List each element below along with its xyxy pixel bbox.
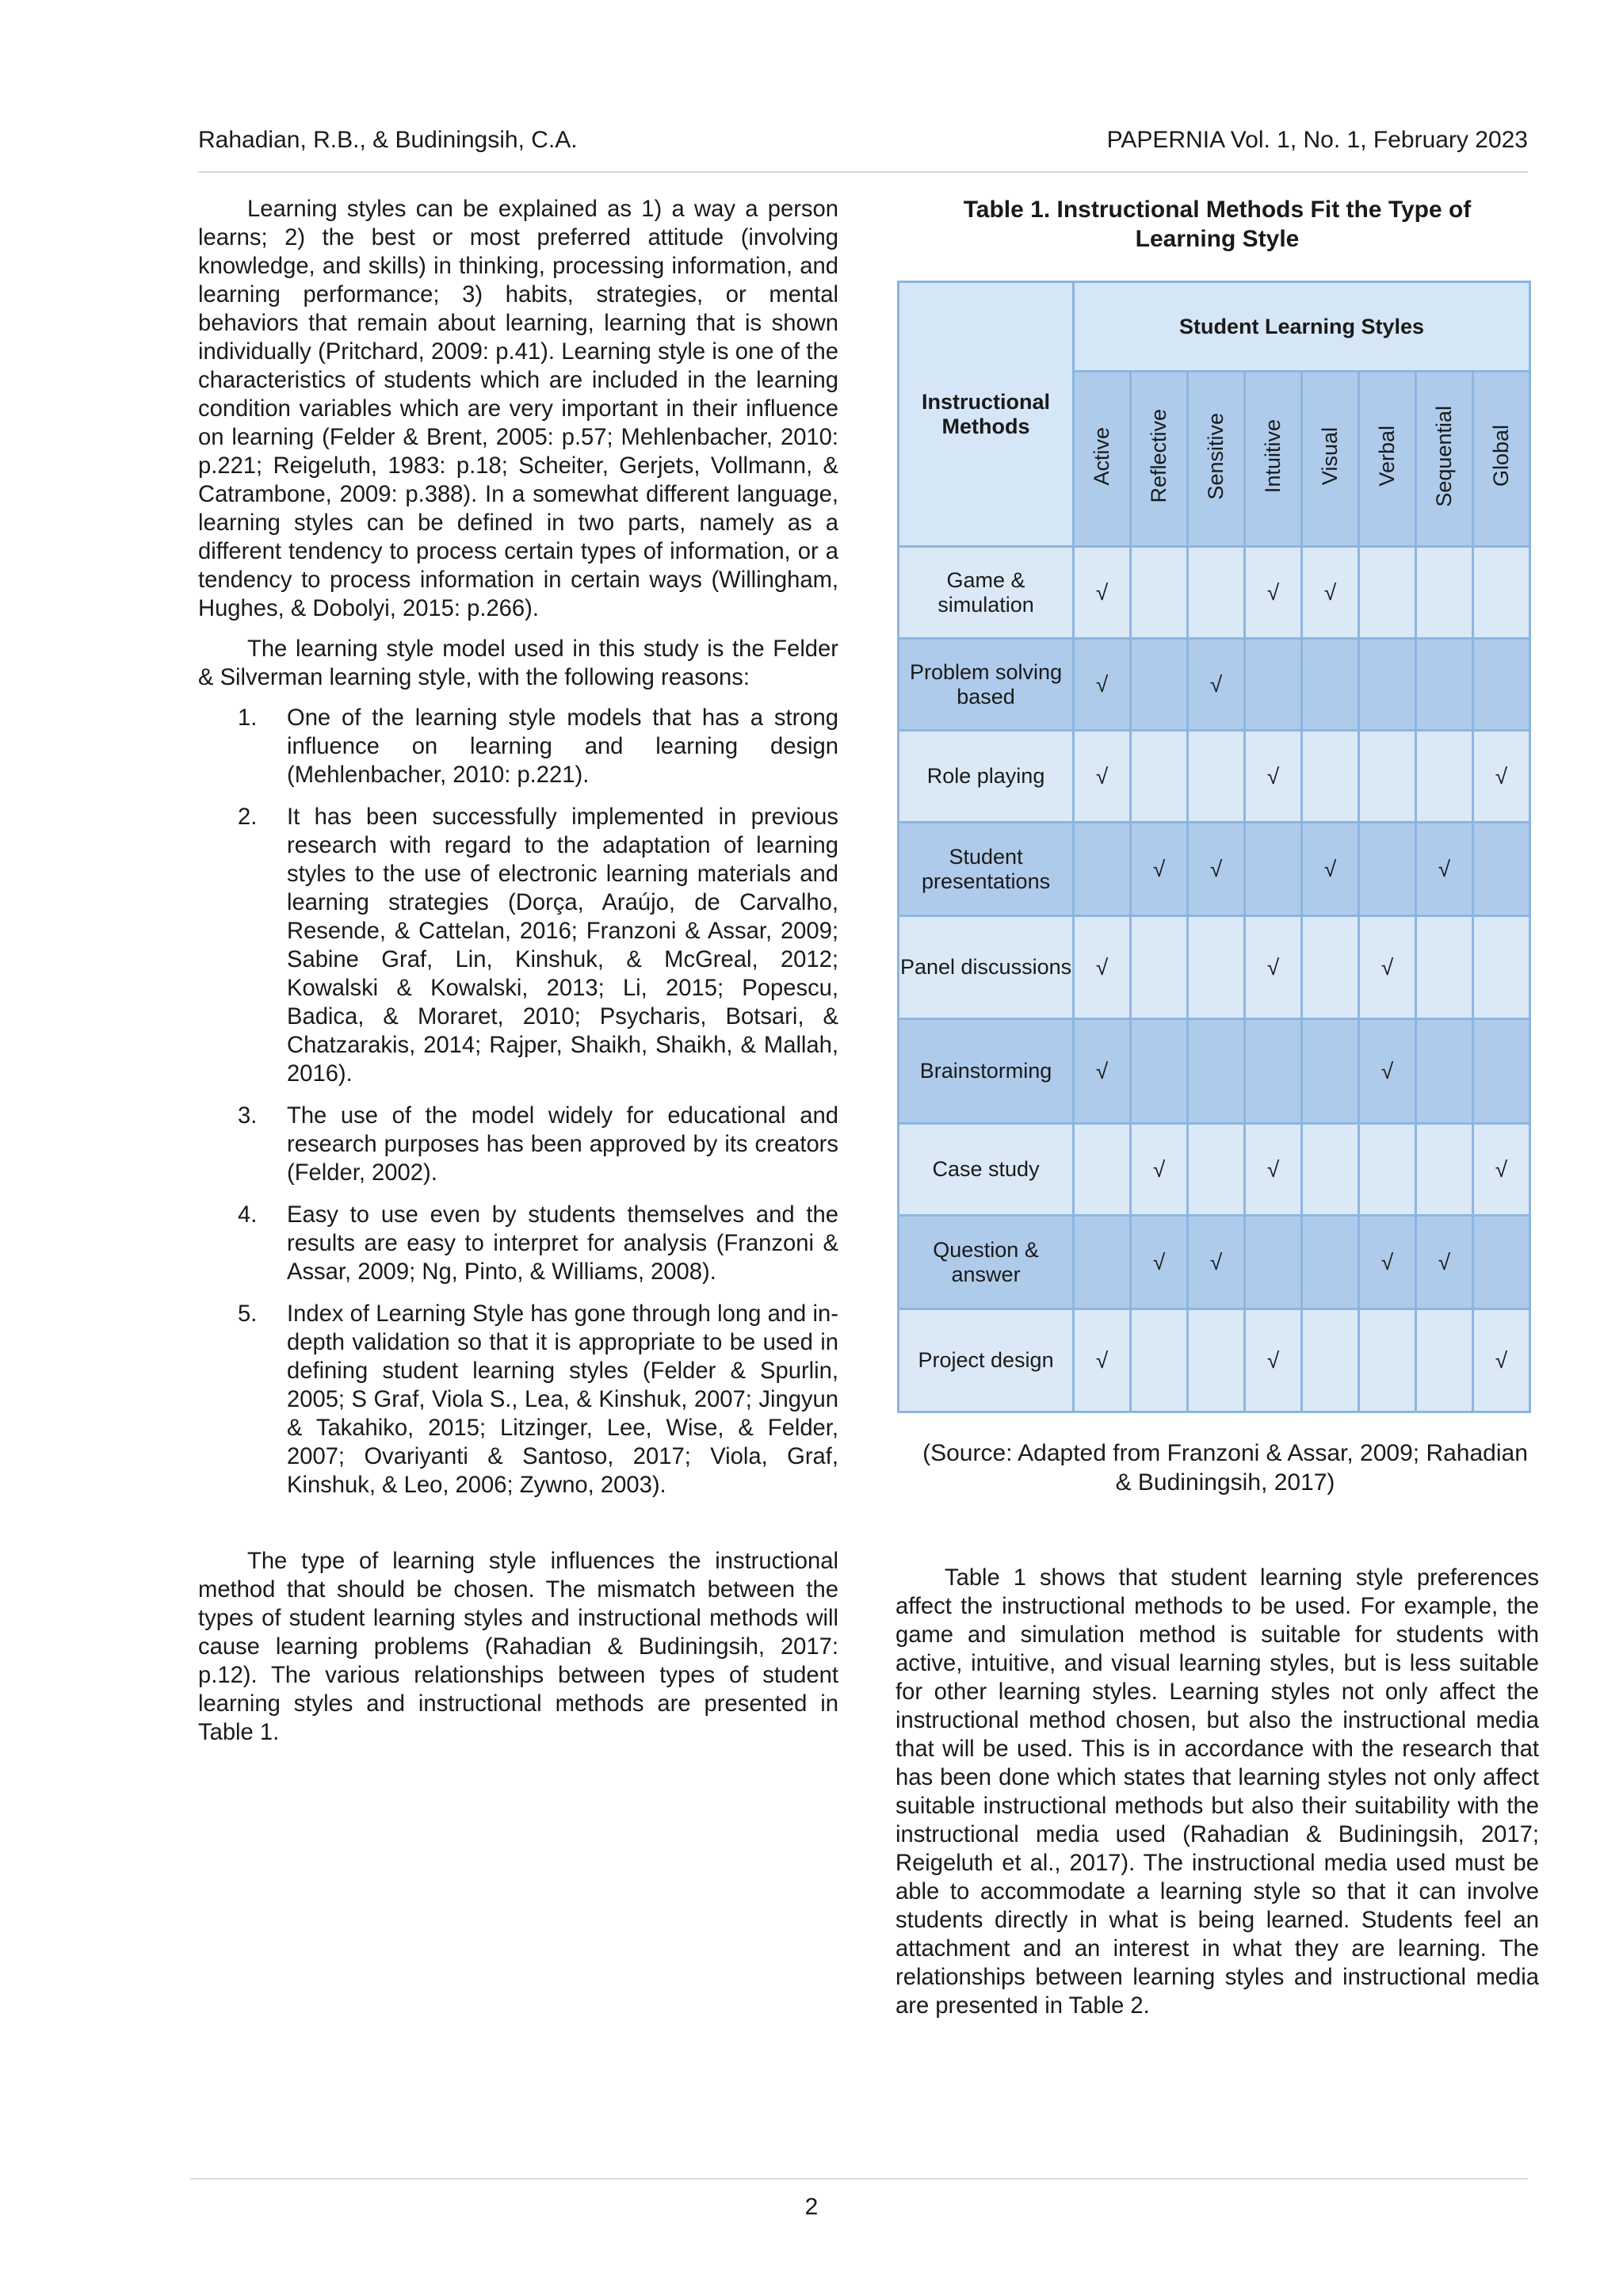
table-row (899, 1019, 1530, 1124)
method-name: Case study (899, 1124, 1074, 1216)
style-label: Intuitive (1261, 418, 1285, 494)
check-cell (1074, 1124, 1131, 1216)
check-cell: √ (1131, 1124, 1188, 1216)
check-cell (1245, 639, 1302, 731)
reason-text: One of the learning style models that has a strong influence on learning and learning design (Mehlenbacher, 2010: p.221). (287, 705, 838, 788)
style-header-active (1074, 372, 1131, 547)
check-cell (1302, 1019, 1359, 1124)
method-name: Problem solving based (899, 639, 1074, 731)
paragraph-model-intro: The learning style model used in this study is the Felder & Silverman learning style, with the following reasons: (198, 636, 838, 690)
check-cell: √ (1302, 547, 1359, 639)
reason-text: Index of Learning Style has gone through long and in-depth validation so that it is appropriate to be used in defining student learning styles (Felder & Spurlin, 2005; S Graf, Viola S., Lea, & Kinshuk, 2007; Jingyun & Takahiko, 2015; Litzinger, Lee, Wise, & Felder, 2007; Ovariyanti & Santoso, 2017; Viola, Graf, Kinshuk, & Leo, 2006; Zywno, 2003). (287, 1301, 838, 1498)
reason-number: 2. (238, 804, 258, 830)
check-cell (1359, 639, 1416, 731)
page-number: 2 (804, 2194, 819, 2220)
check-cell (1472, 1019, 1529, 1124)
check-cell (1416, 1019, 1473, 1124)
method-name: Student presentations (899, 823, 1074, 916)
check-cell (1131, 1019, 1188, 1124)
style-header-intuitive (1245, 372, 1302, 547)
check-cell (1416, 1124, 1473, 1216)
check-cell: √ (1131, 1216, 1188, 1309)
check-cell: √ (1245, 731, 1302, 823)
left-column (198, 195, 838, 1759)
check-cell (1472, 547, 1529, 639)
check-cell: √ (1245, 1309, 1302, 1412)
reason-item (198, 803, 838, 1088)
table-body (899, 547, 1530, 1412)
check-cell: √ (1472, 731, 1529, 823)
methods-header: Instructional Methods (899, 282, 1074, 547)
method-name: Question & answer (899, 1216, 1074, 1309)
right-paragraph (896, 1564, 1539, 2020)
check-cell (1472, 916, 1529, 1019)
paragraph-instructional-method: The type of learning style influences the instructional method that should be chosen. The mismatch between the types of student learning styles and instructional methods will cause learning problems (Rahadian & Budiningsih, 2017: p.12). The various relationships between types of student learning styles and instructional methods are presented in Table 1. (198, 1549, 838, 1745)
style-label: Verbal (1375, 426, 1399, 487)
check-cell: √ (1074, 731, 1131, 823)
paragraph-table-discussion: Table 1 shows that student learning style preferences affect the instructional methods to be used. For example, the game and simulation method is suitable for students with active, intuitive, and visual learning styles, but is less suitable for other learning styles. Learning styles not only affect the instructional method chosen, but also the instructional media that will be used. This is in accordance with the research that has been done which states that learning styles not only affect suitable instructional methods but also their suitability with the instructional media used (Rahadian & Budiningsih, 2017; Reigeluth et al., 2017). The instructional media used must be able to accommodate a learning style so that it can involve students directly in what is being learned. Students feel an attachment and an interest in what they are learning. The relationships between learning styles and instructional media are presented in Table 2. (896, 1565, 1539, 2019)
paragraph-learning-styles: Learning styles can be explained as 1) a way a person learns; 2) the best or most preferred attitude (involving knowledge, and skills) in thinking, processing information, and learning performance; 3) habits, strategies, or mental behaviors that remain about learning, learning that is shown individually (Pritchard, 2009: p.41). Learning style is one of the characteristics of students which are included in the learning condition variables which are very important in their influence on learning (Felder & Brent, 2005: p.57; Mehlenbacher, 2010: p.221; Reigeluth, 1983: p.18; Scheiter, Gerjets, Vollmann, & Catrambone, 2009: p.388). In a somewhat different language, learning styles can be defined in two parts, namely as a different tendency to process certain types of information, or a tendency to process information in certain ways (Willingham, Hughes, & Dobolyi, 2015: p.266). (198, 197, 838, 621)
reason-item (198, 1102, 838, 1187)
check-cell (1359, 731, 1416, 823)
check-cell (1188, 916, 1245, 1019)
header-authors: Rahadian, R.B., & Budiningsih, C.A. (198, 127, 578, 153)
table-caption: Table 1. Instructional Methods Fit the Type of Learning Style (963, 197, 1472, 252)
table-row (899, 1309, 1530, 1412)
style-header-visual (1302, 372, 1359, 547)
style-header-reflective (1131, 372, 1188, 547)
reason-number: 4. (238, 1202, 258, 1228)
check-cell (1131, 547, 1188, 639)
check-cell (1188, 1019, 1245, 1124)
check-cell: √ (1245, 1124, 1302, 1216)
table-row (899, 639, 1530, 731)
check-cell: √ (1416, 823, 1473, 916)
check-cell (1416, 1309, 1473, 1412)
style-header-sensitive (1188, 372, 1245, 547)
check-cell (1131, 639, 1188, 731)
table-row (899, 916, 1530, 1019)
style-header-sequential (1416, 372, 1473, 547)
check-cell (1359, 823, 1416, 916)
page-header (198, 127, 1528, 173)
learning-style-table (897, 281, 1531, 1413)
check-cell (1359, 1309, 1416, 1412)
check-cell: √ (1472, 1124, 1529, 1216)
check-cell (1188, 731, 1245, 823)
table-row (899, 823, 1530, 916)
check-cell (1245, 823, 1302, 916)
check-cell: √ (1074, 1309, 1131, 1412)
reason-number: 5. (238, 1301, 258, 1327)
check-cell (1416, 547, 1473, 639)
method-name: Panel discussions (899, 916, 1074, 1019)
check-cell (1472, 823, 1529, 916)
check-cell (1302, 639, 1359, 731)
check-cell: √ (1131, 823, 1188, 916)
style-label: Active (1090, 426, 1114, 486)
check-cell: √ (1359, 1216, 1416, 1309)
table-row (899, 1124, 1530, 1216)
reason-item (198, 1300, 838, 1499)
table-row (899, 731, 1530, 823)
check-cell (1131, 1309, 1188, 1412)
reasons-list (198, 704, 838, 1499)
check-cell (1245, 1216, 1302, 1309)
check-cell: √ (1188, 1216, 1245, 1309)
method-name: Brainstorming (899, 1019, 1074, 1124)
style-header-global (1472, 372, 1529, 547)
check-cell: √ (1359, 1019, 1416, 1124)
check-cell (1131, 731, 1188, 823)
style-label: Sensitive (1204, 412, 1228, 500)
check-cell (1359, 547, 1416, 639)
check-cell: √ (1359, 916, 1416, 1019)
check-cell: √ (1245, 547, 1302, 639)
check-cell: √ (1074, 639, 1131, 731)
method-name: Game & simulation (899, 547, 1074, 639)
reason-text: The use of the model widely for educational and research purposes has been approved by its creators (Felder, 2002). (287, 1103, 838, 1186)
style-label: Sequential (1431, 405, 1456, 507)
check-cell (1302, 916, 1359, 1019)
reason-item (198, 1201, 838, 1286)
check-cell (1416, 639, 1473, 731)
reason-number: 1. (238, 705, 258, 731)
check-cell (1416, 731, 1473, 823)
check-cell (1188, 1124, 1245, 1216)
check-cell (1472, 1216, 1529, 1309)
check-cell (1472, 639, 1529, 731)
table-row (899, 1216, 1530, 1309)
learning-styles-header: Student Learning Styles (1074, 282, 1530, 372)
check-cell: √ (1416, 1216, 1473, 1309)
reason-item (198, 704, 838, 789)
check-cell (1302, 731, 1359, 823)
check-cell: √ (1245, 916, 1302, 1019)
style-label: Reflective (1147, 409, 1171, 503)
check-cell (1302, 1309, 1359, 1412)
check-cell (1245, 1019, 1302, 1124)
check-cell (1131, 916, 1188, 1019)
check-cell (1302, 1216, 1359, 1309)
check-cell (1416, 916, 1473, 1019)
check-cell (1074, 1216, 1131, 1309)
check-cell (1074, 823, 1131, 916)
table-source: (Source: Adapted from Franzoni & Assar, 2009; Rahadian & Budiningsih, 2017) (922, 1440, 1528, 1496)
header-journal: PAPERNIA Vol. 1, No. 1, February 2023 (1106, 127, 1528, 153)
check-cell: √ (1472, 1309, 1529, 1412)
style-label: Global (1488, 425, 1513, 487)
method-name: Role playing (899, 731, 1074, 823)
reason-text: It has been successfully implemented in previous research with regard to the adaptation of learning styles to the use of electronic learning materials and learning strategies (Dorça, Araújo, de Carvalho, Resende, & Cattelan, 2016; Franzoni & Assar, 2009; Sabine Graf, Lin, Kinshuk, & McGreal, 2012; Kowalski & Kowalski, 2013; Li, 2015; Popescu, Badica, & Moraret, 2010; Psycharis, Botsari, & Chatzarakis, 2014; Rajper, Shaikh, Shaikh, & Mallah, 2016). (287, 804, 838, 1087)
check-cell: √ (1074, 1019, 1131, 1124)
method-name: Project design (899, 1309, 1074, 1412)
reason-number: 3. (238, 1103, 258, 1129)
style-header-verbal (1359, 372, 1416, 547)
table-row (899, 547, 1530, 639)
check-cell: √ (1188, 823, 1245, 916)
right-column (896, 195, 1539, 2020)
check-cell (1188, 547, 1245, 639)
check-cell (1359, 1124, 1416, 1216)
footer-divider (190, 2178, 1528, 2179)
check-cell (1188, 1309, 1245, 1412)
reason-text: Easy to use even by students themselves and the results are easy to interpret for analysis (Franzoni & Assar, 2009; Ng, Pinto, & Williams, 2008). (287, 1202, 838, 1285)
check-cell: √ (1302, 823, 1359, 916)
check-cell: √ (1074, 916, 1131, 1019)
check-cell (1302, 1124, 1359, 1216)
style-label: Visual (1318, 426, 1342, 486)
check-cell: √ (1188, 639, 1245, 731)
check-cell: √ (1074, 547, 1131, 639)
